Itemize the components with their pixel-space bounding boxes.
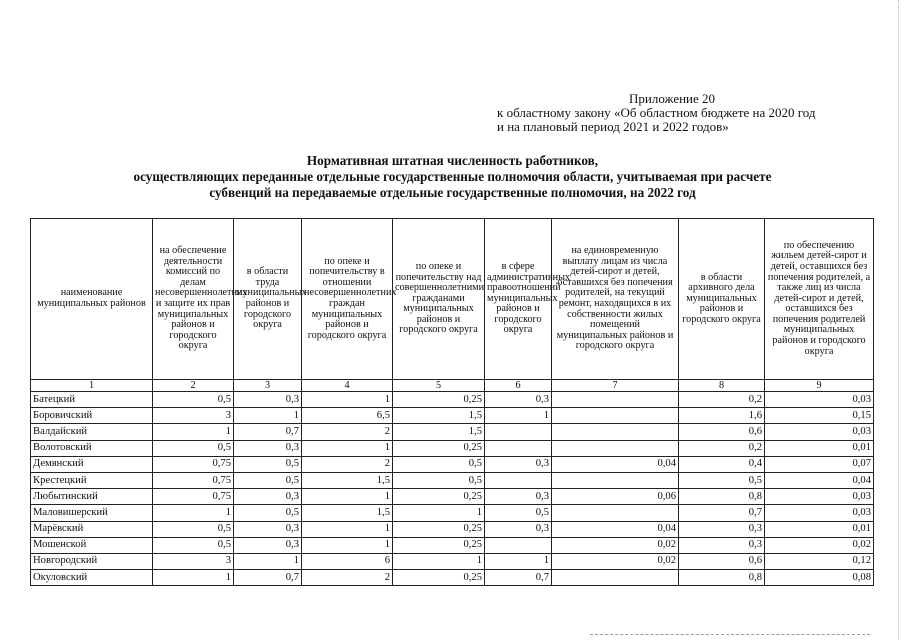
table-cell xyxy=(552,440,679,456)
appendix-law-reference: к областному закону «Об областном бюджете на 2020 год xyxy=(497,105,816,120)
table-cell: 0,3 xyxy=(485,521,552,537)
table-cell: 0,03 xyxy=(765,424,874,440)
column-header-8: в области архивного дела муниципальных районов и городского округа xyxy=(679,219,765,380)
appendix-header xyxy=(497,92,816,134)
district-name: Батецкий xyxy=(31,392,153,408)
district-name: Мошенской xyxy=(31,537,153,553)
table-cell: 0,25 xyxy=(393,392,485,408)
table-cell: 2 xyxy=(302,570,393,586)
column-header-2: на обеспечение деятельности комиссий по делам несовершеннолетних и защите их прав муниципальных районов и городского округа xyxy=(153,219,234,380)
district-name: Маловишерский xyxy=(31,505,153,521)
table-cell: 0,03 xyxy=(765,505,874,521)
table-row xyxy=(31,456,874,472)
table-cell: 1 xyxy=(153,505,234,521)
table-cell: 0,5 xyxy=(485,505,552,521)
table-cell: 0,6 xyxy=(679,553,765,569)
table-cell: 0,75 xyxy=(153,456,234,472)
district-name: Окуловский xyxy=(31,570,153,586)
table-cell: 1 xyxy=(153,424,234,440)
table-cell xyxy=(552,472,679,488)
table-cell: 0,3 xyxy=(234,392,302,408)
district-name: Валдайский xyxy=(31,424,153,440)
table-cell: 0,3 xyxy=(234,521,302,537)
table-row xyxy=(31,570,874,586)
table-row xyxy=(31,553,874,569)
column-header-7: на единовременную выплату лицам из числа детей-сирот и детей, оставшихся без попечения родителей, на текущий ремонт, находящихся в их собственности жилых помещений муниципальных районов и городского округа xyxy=(552,219,679,380)
table-cell: 0,7 xyxy=(234,424,302,440)
table-cell: 0,3 xyxy=(234,440,302,456)
table-cell: 0,03 xyxy=(765,489,874,505)
table-cell: 0,25 xyxy=(393,521,485,537)
table-cell: 0,3 xyxy=(485,392,552,408)
table-cell xyxy=(485,472,552,488)
table-cell: 0,25 xyxy=(393,570,485,586)
appendix-number: Приложение 20 xyxy=(629,91,716,106)
table-cell: 0,15 xyxy=(765,408,874,424)
column-header-3: в области труда муниципальных районов и городского округа xyxy=(234,219,302,380)
table-cell: 0,5 xyxy=(153,521,234,537)
table-cell: 1 xyxy=(302,392,393,408)
table-cell: 0,3 xyxy=(234,537,302,553)
column-number: 3 xyxy=(234,380,302,392)
scan-artifact xyxy=(590,634,870,637)
table-cell: 2 xyxy=(302,456,393,472)
column-number: 5 xyxy=(393,380,485,392)
table-cell: 0,02 xyxy=(765,537,874,553)
table-cell: 1,5 xyxy=(302,505,393,521)
district-name: Крестецкий xyxy=(31,472,153,488)
table-cell: 1,5 xyxy=(302,472,393,488)
table-cell: 1 xyxy=(485,408,552,424)
table-cell: 1 xyxy=(485,553,552,569)
table-cell: 1 xyxy=(302,440,393,456)
table-cell: 1 xyxy=(393,505,485,521)
table-cell: 0,8 xyxy=(679,489,765,505)
table-row xyxy=(31,408,874,424)
table-cell: 0,7 xyxy=(485,570,552,586)
appendix-period: и на плановый период 2021 и 2022 годов» xyxy=(497,119,729,134)
table-cell: 0,5 xyxy=(679,472,765,488)
table-cell: 0,03 xyxy=(765,392,874,408)
table-cell xyxy=(485,440,552,456)
table-cell: 1 xyxy=(393,553,485,569)
title-line-3: субвенций на передаваемые отдельные государственные полномочия, на 2022 год xyxy=(209,185,696,200)
table-cell: 0,3 xyxy=(679,521,765,537)
table-cell: 0,7 xyxy=(234,570,302,586)
table-cell xyxy=(485,424,552,440)
table-cell xyxy=(552,408,679,424)
table-cell: 6,5 xyxy=(302,408,393,424)
table-row xyxy=(31,392,874,408)
table-cell xyxy=(552,570,679,586)
column-number-row xyxy=(31,380,874,392)
table-row xyxy=(31,440,874,456)
column-number: 2 xyxy=(153,380,234,392)
table-cell: 1 xyxy=(302,537,393,553)
table-cell: 0,5 xyxy=(234,456,302,472)
table-cell: 1 xyxy=(234,408,302,424)
table-cell xyxy=(485,537,552,553)
table-cell: 0,25 xyxy=(393,489,485,505)
table-cell: 0,25 xyxy=(393,537,485,553)
table-cell: 0,04 xyxy=(552,456,679,472)
district-name: Новгородский xyxy=(31,553,153,569)
table-cell: 0,75 xyxy=(153,489,234,505)
table-cell: 0,01 xyxy=(765,440,874,456)
table-cell: 0,5 xyxy=(393,456,485,472)
table-cell: 0,5 xyxy=(393,472,485,488)
table-row xyxy=(31,489,874,505)
table-cell: 1 xyxy=(302,521,393,537)
table-row xyxy=(31,521,874,537)
title-line-1: Нормативная штатная численность работников, xyxy=(306,153,599,168)
table-cell: 1 xyxy=(302,489,393,505)
table-row xyxy=(31,424,874,440)
table-cell: 0,6 xyxy=(679,424,765,440)
document-title xyxy=(0,153,905,201)
column-header-4: по опеке и попечительству в отношении несовершеннолетних граждан муниципальных районов и городского округа xyxy=(302,219,393,380)
table-cell: 1 xyxy=(234,553,302,569)
title-line-2: осуществляющих переданные отдельные государственные полномочия области, учитываемая при расчете xyxy=(133,169,772,184)
column-header-5: по опеке и попечительству над совершеннолетними гражданами муниципальных районов и городского округа xyxy=(393,219,485,380)
district-name: Волотовский xyxy=(31,440,153,456)
table-cell: 0,3 xyxy=(234,489,302,505)
table-cell: 0,07 xyxy=(765,456,874,472)
table-cell: 0,8 xyxy=(679,570,765,586)
column-header-9: по обеспечению жильем детей-сирот и детей, оставшихся без попечения родителей, а также лиц из числа детей-сирот и детей, оставшихся без попечения родителей муниципальных районов и городского округа xyxy=(765,219,874,380)
table-cell: 0,5 xyxy=(153,440,234,456)
table-row xyxy=(31,537,874,553)
page-edge xyxy=(897,0,899,640)
table-cell: 0,2 xyxy=(679,392,765,408)
column-number: 9 xyxy=(765,380,874,392)
table-cell: 0,5 xyxy=(234,505,302,521)
column-number: 6 xyxy=(485,380,552,392)
table-row xyxy=(31,472,874,488)
table-cell: 0,5 xyxy=(153,392,234,408)
column-header-1: наименование муниципальных районов xyxy=(31,219,153,380)
table-cell: 0,02 xyxy=(552,553,679,569)
table-cell: 0,3 xyxy=(485,456,552,472)
table-cell: 0,3 xyxy=(679,537,765,553)
table-cell: 1,5 xyxy=(393,424,485,440)
table-row xyxy=(31,505,874,521)
table-cell: 1,6 xyxy=(679,408,765,424)
district-name: Любытинский xyxy=(31,489,153,505)
table-cell: 0,04 xyxy=(552,521,679,537)
table-cell: 1,5 xyxy=(393,408,485,424)
table-cell: 0,5 xyxy=(234,472,302,488)
table-cell: 1 xyxy=(153,570,234,586)
table-cell: 2 xyxy=(302,424,393,440)
table-cell: 0,75 xyxy=(153,472,234,488)
table-cell: 0,08 xyxy=(765,570,874,586)
table-cell: 0,7 xyxy=(679,505,765,521)
table-cell: 0,12 xyxy=(765,553,874,569)
table-cell: 3 xyxy=(153,553,234,569)
table-cell: 0,04 xyxy=(765,472,874,488)
table-cell: 0,01 xyxy=(765,521,874,537)
column-number: 7 xyxy=(552,380,679,392)
column-header-6: в сфере административных правоотношений муниципальных районов и городского округа xyxy=(485,219,552,380)
table-cell xyxy=(552,424,679,440)
table-cell xyxy=(552,505,679,521)
table-cell: 0,25 xyxy=(393,440,485,456)
table-cell xyxy=(552,392,679,408)
table-cell: 0,2 xyxy=(679,440,765,456)
table-cell: 0,5 xyxy=(153,537,234,553)
staffing-table xyxy=(30,218,874,586)
table-cell: 0,3 xyxy=(485,489,552,505)
table-cell: 6 xyxy=(302,553,393,569)
district-name: Марёвский xyxy=(31,521,153,537)
table-cell: 3 xyxy=(153,408,234,424)
table-cell: 0,02 xyxy=(552,537,679,553)
district-name: Демянский xyxy=(31,456,153,472)
table-cell: 0,4 xyxy=(679,456,765,472)
column-number: 8 xyxy=(679,380,765,392)
column-number: 4 xyxy=(302,380,393,392)
column-number: 1 xyxy=(31,380,153,392)
table-cell: 0,06 xyxy=(552,489,679,505)
header-row xyxy=(31,219,874,380)
district-name: Боровичский xyxy=(31,408,153,424)
